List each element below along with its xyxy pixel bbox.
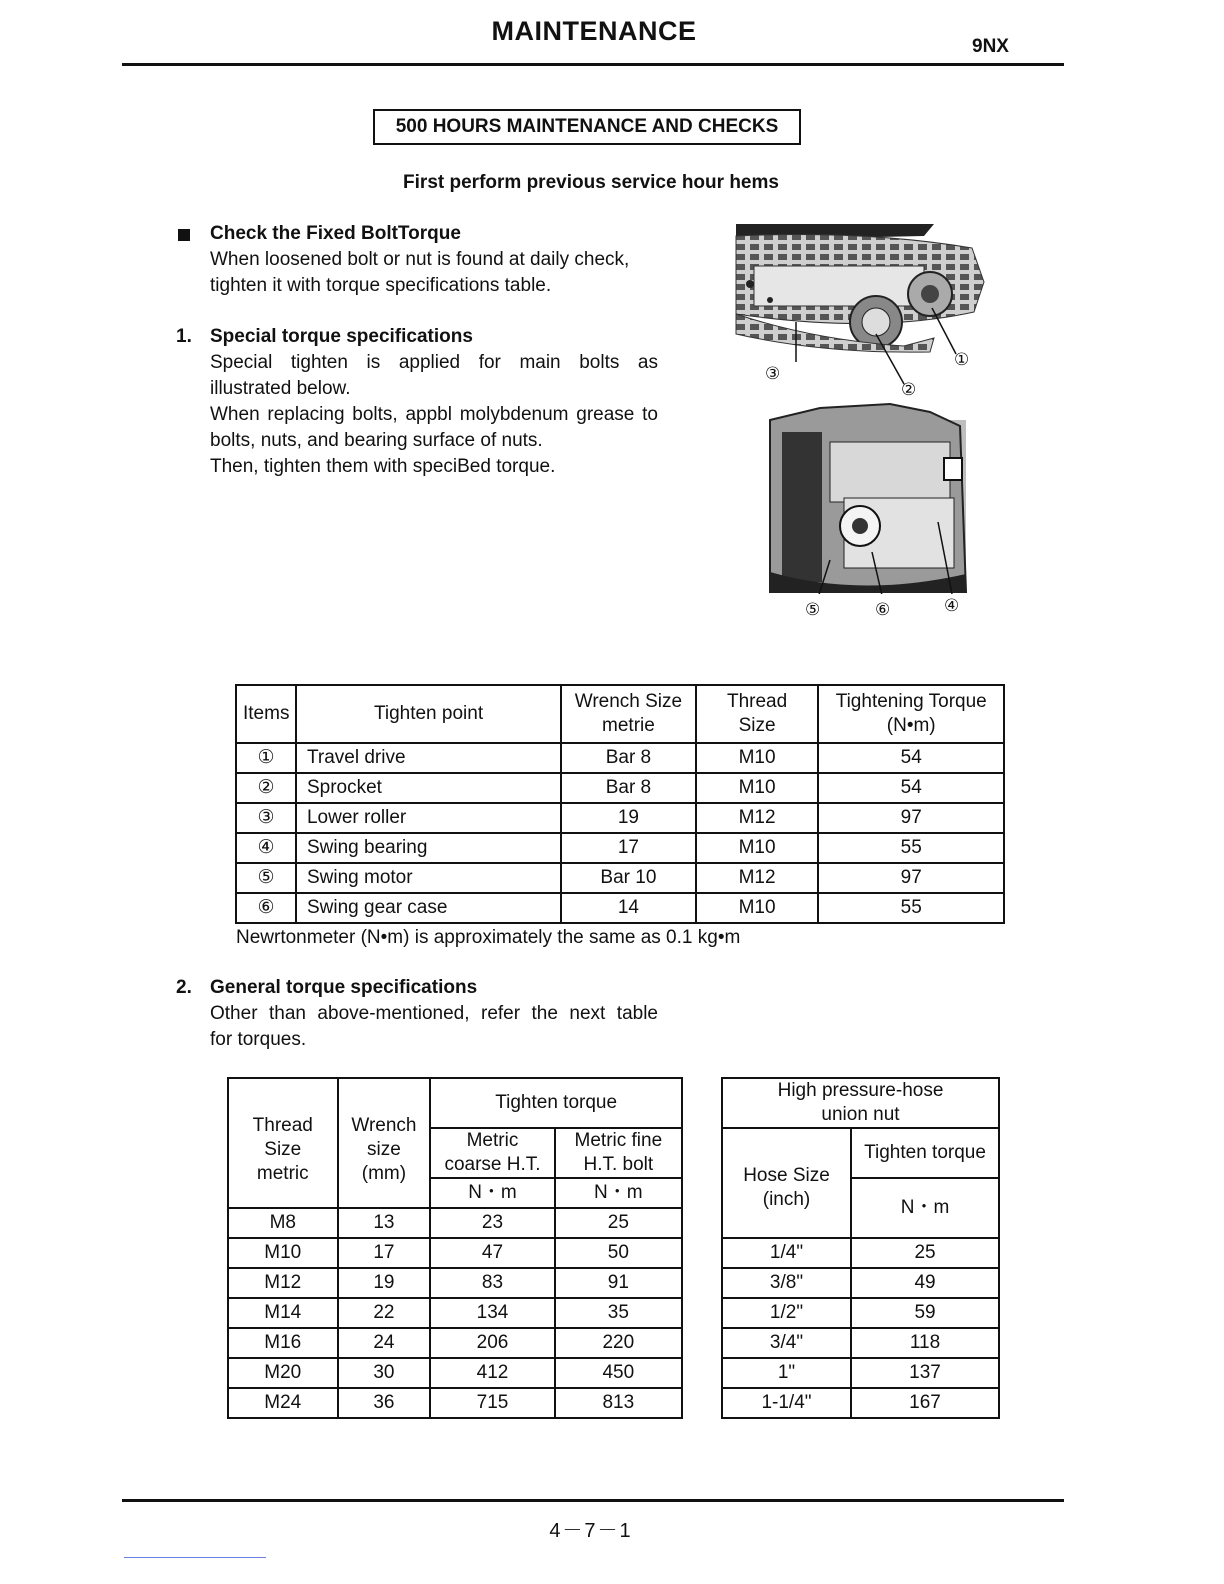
cell-thread: M12	[228, 1268, 338, 1298]
special-text	[210, 350, 658, 480]
cell-hose: 1/2"	[722, 1298, 851, 1328]
cell-fine: 50	[555, 1238, 682, 1268]
header-line: Wrench Size	[574, 691, 683, 712]
header-line: metrie	[602, 715, 655, 736]
cell-wrench: 19	[338, 1268, 431, 1298]
callout-5: ⑤	[805, 600, 821, 619]
table-row	[236, 803, 1004, 833]
hose-table-title: High pressure-hose union nut	[722, 1078, 999, 1128]
cell-thread: M10	[228, 1238, 338, 1268]
model-code: 9NX	[972, 36, 1009, 57]
callout-2: ②	[901, 380, 917, 399]
cell-wrench: 36	[338, 1388, 431, 1418]
cell-point: Lower roller	[296, 803, 561, 833]
table-row	[722, 1268, 999, 1298]
check-heading: Check the Fixed BoltTorque	[210, 223, 461, 244]
cell-item: ⑥	[236, 893, 296, 923]
cell-fine: 813	[555, 1388, 682, 1418]
col-header-items: Items	[236, 685, 296, 743]
cell-torque: 25	[851, 1238, 999, 1268]
cell-coarse: 412	[430, 1358, 554, 1388]
table-row	[228, 1238, 682, 1268]
special-line: Then, tighten them with speciBed torque.	[210, 456, 556, 477]
cell-hose: 1"	[722, 1358, 851, 1388]
cell-wrench: 13	[338, 1208, 431, 1238]
cell-wrench: 24	[338, 1328, 431, 1358]
special-heading: Special torque specifications	[210, 326, 473, 347]
col-header-coarse: Metric coarse H.T.	[430, 1128, 554, 1178]
general-line: for torques.	[210, 1029, 307, 1050]
table-row	[722, 1388, 999, 1418]
table-row	[236, 893, 1004, 923]
cell-coarse: 47	[430, 1238, 554, 1268]
cell-thread: M12	[696, 803, 819, 833]
cell-hose: 3/4"	[722, 1328, 851, 1358]
callout-6: ⑥	[875, 600, 891, 619]
table-row	[236, 833, 1004, 863]
check-line: When loosened bolt or nut is found at daily check,	[210, 249, 630, 270]
cell-point: Swing motor	[296, 863, 561, 893]
special-line: illustrated below.	[210, 378, 351, 399]
cell-coarse: 206	[430, 1328, 554, 1358]
cell-torque: 59	[851, 1298, 999, 1328]
cell-torque: 97	[818, 863, 1004, 893]
cell-thread: M8	[228, 1208, 338, 1238]
col-header-thread: Thread Size metric	[228, 1078, 338, 1208]
cell-wrench: Bar 8	[561, 743, 696, 773]
footer-rule	[122, 1499, 1064, 1502]
cell-fine: 450	[555, 1358, 682, 1388]
cell-point: Travel drive	[296, 743, 561, 773]
cell-point: Swing gear case	[296, 893, 561, 923]
table-row	[236, 743, 1004, 773]
section-number: 2.	[176, 977, 192, 998]
col-header-fine: Metric fine H.T. bolt	[555, 1128, 682, 1178]
cell-thread: M16	[228, 1328, 338, 1358]
cell-hose: 3/8"	[722, 1268, 851, 1298]
page-number: 4－7－1	[549, 1520, 633, 1542]
cell-thread: M20	[228, 1358, 338, 1388]
col-header-point: Tighten point	[296, 685, 561, 743]
check-line: tighten it with torque specifications table.	[210, 275, 552, 296]
cell-torque: 55	[818, 833, 1004, 863]
cell-thread: M12	[696, 863, 819, 893]
cell-wrench: Bar 10	[561, 863, 696, 893]
special-line: Special tighten is applied for main bolts as	[210, 352, 658, 373]
special-line: bolts, nuts, and bearing surface of nuts.	[210, 430, 543, 451]
cell-wrench: 19	[561, 803, 696, 833]
hose-torque-table	[721, 1077, 1000, 1419]
cell-wrench: Bar 8	[561, 773, 696, 803]
cell-fine: 35	[555, 1298, 682, 1328]
cell-wrench: 17	[338, 1238, 431, 1268]
cell-wrench: 22	[338, 1298, 431, 1328]
cell-torque: 54	[818, 743, 1004, 773]
callout-3: ③	[765, 364, 781, 383]
cell-hose: 1/4"	[722, 1238, 851, 1268]
col-header-hose: Hose Size (inch)	[722, 1128, 851, 1238]
section-title-box: 500 HOURS MAINTENANCE AND CHECKS	[373, 109, 801, 145]
special-line: When replacing bolts, appbl molybdenum grease to	[210, 404, 658, 425]
cell-fine: 91	[555, 1268, 682, 1298]
cell-wrench: 17	[561, 833, 696, 863]
table-row	[228, 1388, 682, 1418]
callout-1: ①	[954, 350, 970, 369]
cell-item: ②	[236, 773, 296, 803]
header-line: Thread	[726, 691, 788, 712]
table-row	[228, 1328, 682, 1358]
table-row	[722, 1298, 999, 1328]
general-torque-table	[227, 1077, 683, 1419]
cell-item: ③	[236, 803, 296, 833]
cell-torque: 137	[851, 1358, 999, 1388]
col-header-torque: Tighten torque	[851, 1128, 999, 1178]
cell-point: Sprocket	[296, 773, 561, 803]
col-header-wrench	[561, 685, 696, 743]
cell-thread: M10	[696, 893, 819, 923]
cell-wrench: 14	[561, 893, 696, 923]
special-torque-table	[235, 684, 1005, 924]
general-text	[210, 1001, 658, 1053]
cell-item: ⑤	[236, 863, 296, 893]
cell-thread: M14	[228, 1298, 338, 1328]
table-row	[228, 1358, 682, 1388]
table-row	[722, 1238, 999, 1268]
cell-torque: 97	[818, 803, 1004, 833]
section-subtitle: First perform previous service hour hems	[403, 172, 779, 193]
check-text	[210, 247, 658, 299]
cell-fine: 25	[555, 1208, 682, 1238]
footnote-line	[124, 1557, 266, 1558]
header-line: Tightening Torque	[835, 691, 987, 712]
cell-torque: 55	[818, 893, 1004, 923]
header-rule	[122, 63, 1064, 66]
section-number: 1.	[176, 326, 192, 347]
cell-fine: 220	[555, 1328, 682, 1358]
table-row	[722, 1328, 999, 1358]
table-row	[236, 863, 1004, 893]
swing-frame-photo	[760, 402, 970, 594]
callout-4: ④	[944, 596, 960, 615]
cell-point: Swing bearing	[296, 833, 561, 863]
cell-item: ④	[236, 833, 296, 863]
bullet-square-icon	[178, 229, 190, 241]
cell-item: ①	[236, 743, 296, 773]
cell-torque: 118	[851, 1328, 999, 1358]
cell-wrench: 30	[338, 1358, 431, 1388]
table-row	[228, 1208, 682, 1238]
cell-hose: 1-1/4"	[722, 1388, 851, 1418]
unit-fine: N・m	[555, 1178, 682, 1208]
unit-note: Newrtonmeter (N•m) is approximately the same as 0.1 kg•m	[236, 927, 741, 948]
col-header-thread	[696, 685, 819, 743]
header-line: Size	[738, 715, 776, 736]
unit-torque: N・m	[851, 1178, 999, 1238]
cell-coarse: 83	[430, 1268, 554, 1298]
cell-torque: 167	[851, 1388, 999, 1418]
table-row	[228, 1268, 682, 1298]
cell-torque: 54	[818, 773, 1004, 803]
cell-thread: M10	[696, 833, 819, 863]
cell-coarse: 134	[430, 1298, 554, 1328]
col-header-torque	[818, 685, 1004, 743]
cell-coarse: 23	[430, 1208, 554, 1238]
header-line: (N•m)	[886, 715, 936, 736]
table-row	[236, 773, 1004, 803]
table-row	[228, 1298, 682, 1328]
general-heading: General torque specifications	[210, 977, 478, 998]
unit-coarse: N・m	[430, 1178, 554, 1208]
cell-coarse: 715	[430, 1388, 554, 1418]
page-title: MAINTENANCE	[491, 16, 697, 46]
cell-thread: M24	[228, 1388, 338, 1418]
cell-thread: M10	[696, 743, 819, 773]
cell-torque: 49	[851, 1268, 999, 1298]
col-header-wrench: Wrench size (mm)	[338, 1078, 431, 1208]
general-line: Other than above-mentioned, refer the next table	[210, 1003, 658, 1024]
cell-thread: M10	[696, 773, 819, 803]
col-header-torque: Tighten torque	[430, 1078, 682, 1128]
table-row	[722, 1358, 999, 1388]
